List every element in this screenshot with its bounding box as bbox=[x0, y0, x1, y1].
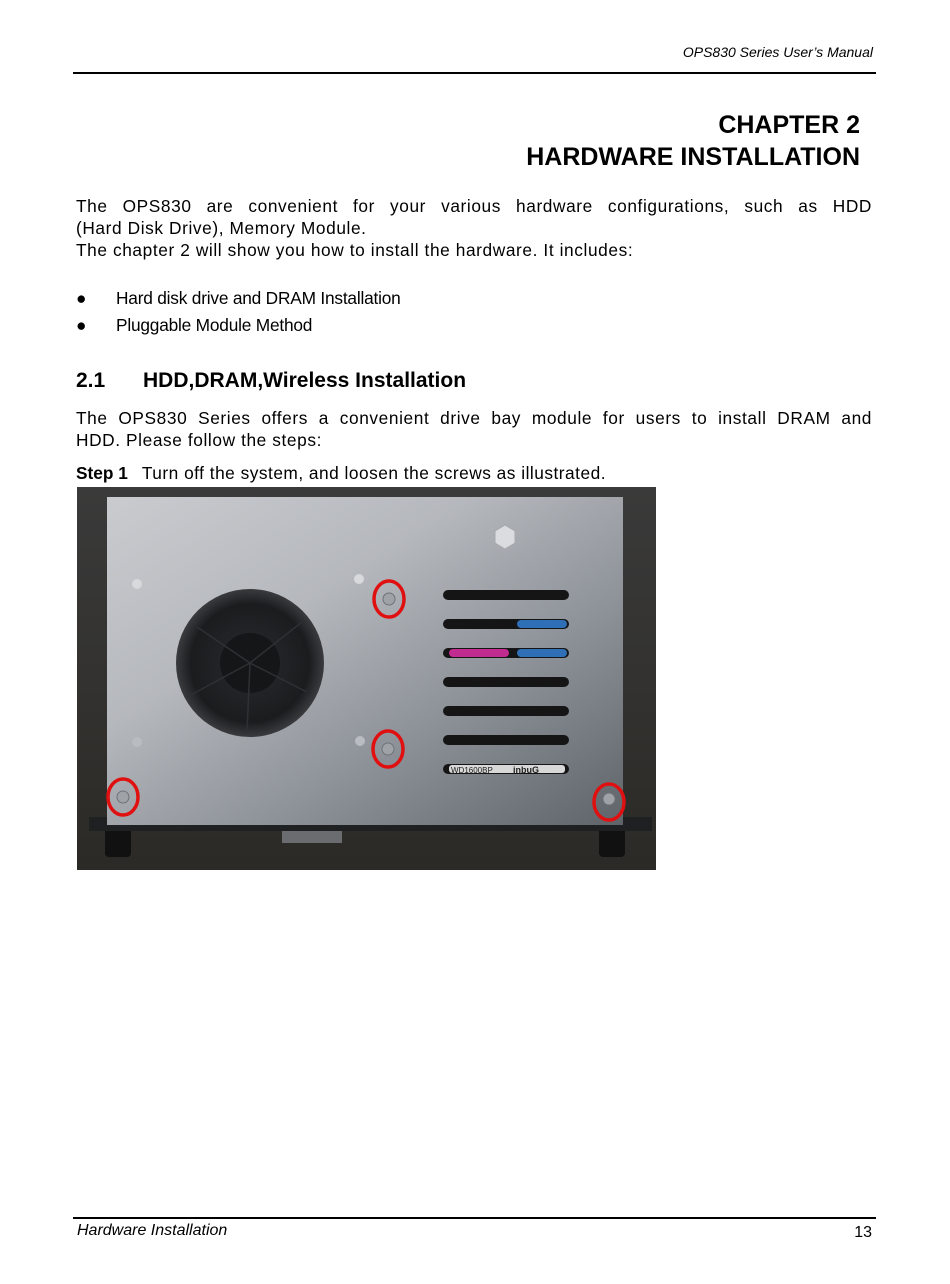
intro-line-1: The OPS830 are convenient for your various hardware configurations, such as HDD bbox=[76, 196, 872, 216]
screw bbox=[603, 793, 615, 805]
bullet-dot: ● bbox=[76, 288, 87, 308]
hdd-label-brand: inbuG bbox=[513, 765, 539, 775]
dimple bbox=[132, 579, 142, 589]
vent-blue bbox=[517, 620, 567, 628]
vent-slot bbox=[443, 590, 569, 600]
bullet-dot: ● bbox=[76, 315, 87, 335]
footer-section-name: Hardware Installation bbox=[77, 1222, 228, 1239]
hdd-label-model: WD1600BP bbox=[451, 766, 493, 775]
device-foot bbox=[105, 827, 131, 857]
device-photo bbox=[77, 487, 656, 870]
page-number: 13 bbox=[854, 1224, 872, 1241]
bullet-text: Hard disk drive and DRAM Installation bbox=[116, 288, 401, 308]
dimple bbox=[354, 574, 364, 584]
vent-slot bbox=[443, 706, 569, 716]
step-1 bbox=[76, 463, 606, 484]
section-number: 2.1 bbox=[76, 369, 106, 392]
vent-slot bbox=[443, 677, 569, 687]
vent-blue bbox=[517, 649, 567, 657]
section-body-line-1: The OPS830 Series offers a convenient drive bay module for users to install DRAM and bbox=[76, 408, 872, 428]
step-text: Turn off the system, and loosen the screws as illustrated. bbox=[141, 463, 606, 483]
intro-line-2: (Hard Disk Drive), Memory Module. bbox=[76, 218, 367, 238]
intro-paragraph-2: The chapter 2 will show you how to install the hardware. It includes: bbox=[76, 240, 634, 260]
device-connector bbox=[282, 831, 342, 843]
page-header-title: OPS830 Series User’s Manual bbox=[682, 44, 873, 60]
vent-slot bbox=[443, 735, 569, 745]
screw bbox=[382, 743, 394, 755]
bullet-text: Pluggable Module Method bbox=[116, 315, 313, 335]
screw bbox=[117, 791, 129, 803]
device-foot bbox=[599, 827, 625, 857]
chapter-number: CHAPTER 2 bbox=[718, 111, 860, 139]
dimple bbox=[132, 737, 142, 747]
section-title: HDD,DRAM,Wireless Installation bbox=[143, 369, 467, 392]
dimple bbox=[355, 736, 365, 746]
chapter-title: HARDWARE INSTALLATION bbox=[526, 143, 860, 171]
footer-rule bbox=[73, 1217, 876, 1219]
vent-magenta bbox=[449, 649, 509, 657]
section-body-line-2: HDD. Please follow the steps: bbox=[76, 430, 322, 450]
screw bbox=[383, 593, 395, 605]
header-rule bbox=[73, 72, 876, 74]
step-label: Step 1 bbox=[76, 463, 128, 483]
